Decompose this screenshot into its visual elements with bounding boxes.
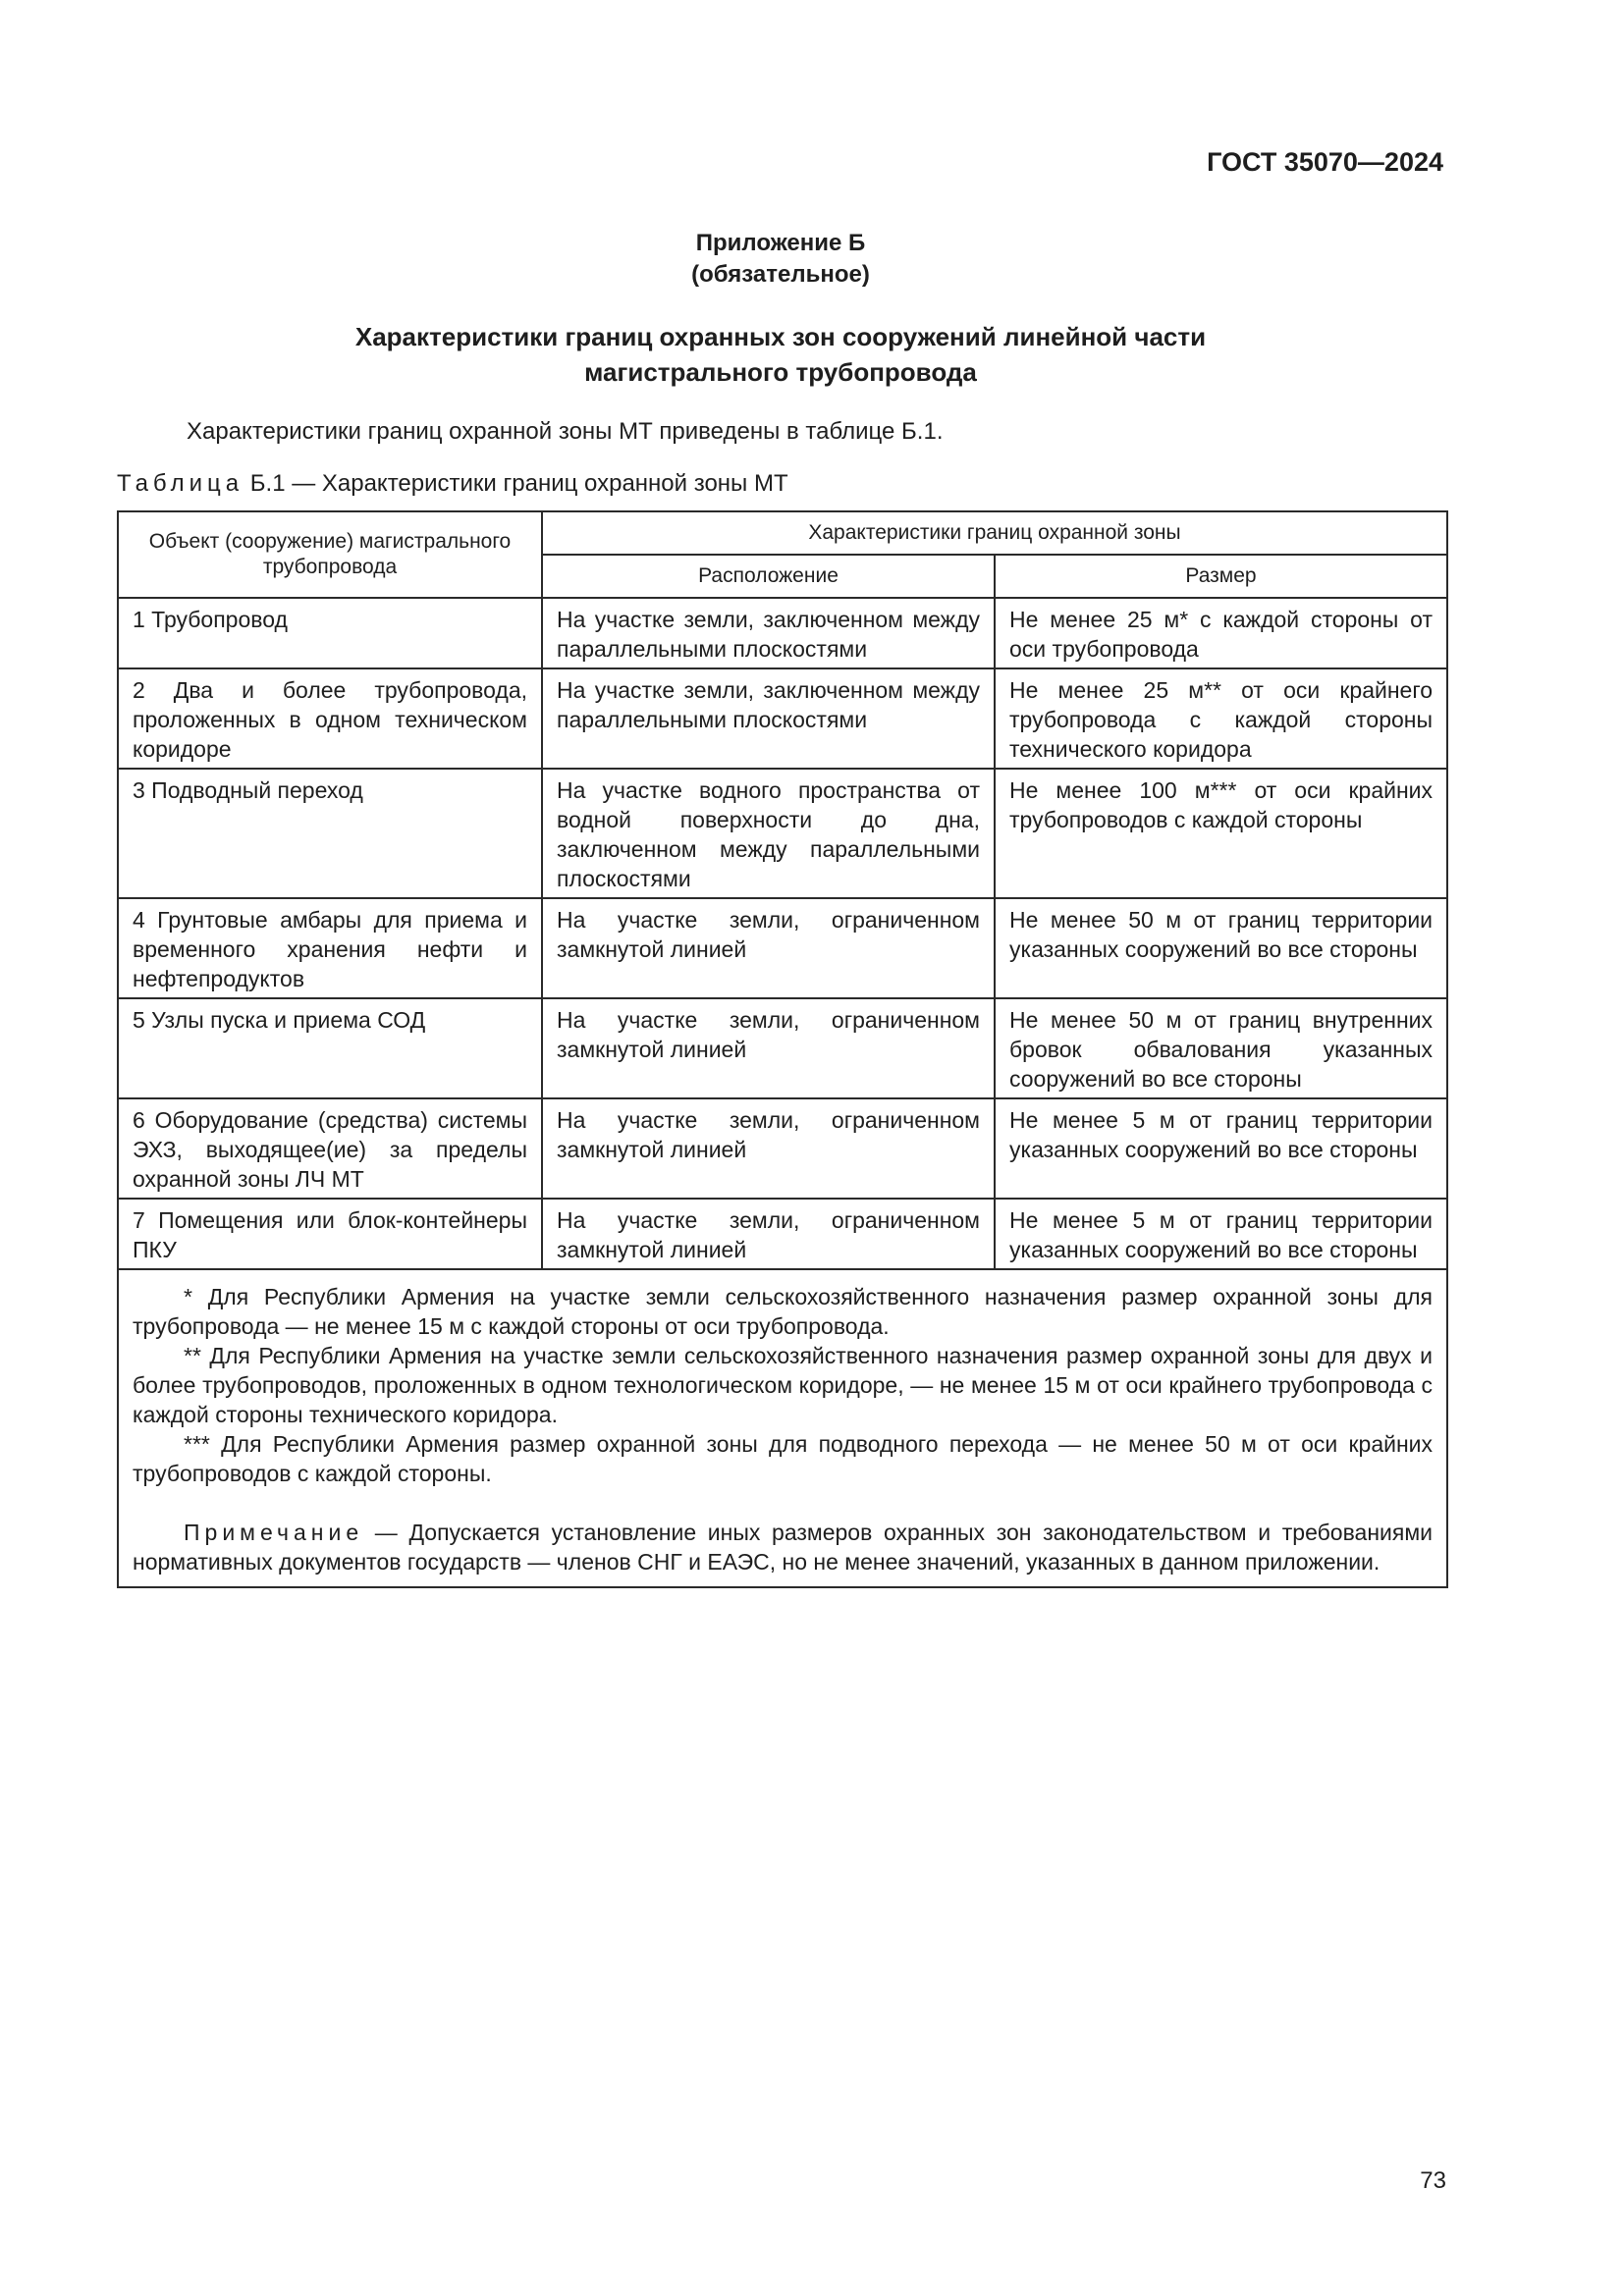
cell-object: 2 Два и более трубопровода, проложенных в одном техническом коридоре — [118, 668, 542, 769]
cell-location: На участке земли, ограниченном замкнутой линией — [542, 998, 995, 1098]
appendix-status: (обязательное) — [691, 261, 870, 288]
cell-location: На участке земли, ограниченном замкнутой линией — [542, 898, 995, 998]
table-notes-row — [118, 1269, 1447, 1587]
header-object: Объект (сооружение) магистрального трубопровода — [118, 511, 542, 598]
table-container — [117, 510, 1446, 1588]
cell-size: Не менее 100 м*** от оси крайних трубопроводов с каждой стороны — [995, 769, 1447, 898]
table-row — [118, 998, 1447, 1098]
header-location: Расположение — [542, 555, 995, 598]
appendix-title-line-2: магистрального трубопровода — [584, 357, 977, 387]
cell-object: 6 Оборудование (средства) системы ЭХЗ, выходящее(ие) за пределы охранной зоны ЛЧ МТ — [118, 1098, 542, 1199]
table-row — [118, 769, 1447, 898]
table-caption — [117, 470, 788, 498]
table-row — [118, 1199, 1447, 1269]
cell-object: 3 Подводный переход — [118, 769, 542, 898]
appendix-heading — [0, 228, 1561, 291]
table-caption-label: Таблица — [117, 470, 244, 497]
appendix-title — [0, 319, 1561, 390]
cell-object: 4 Грунтовые амбары для приема и временного хранения нефти и нефтепродуктов — [118, 898, 542, 998]
protection-zone-table — [117, 510, 1448, 1588]
cell-size: Не менее 50 м от границ внутренних бровок обвалования указанных сооружений во все стороны — [995, 998, 1447, 1098]
header-size: Размер — [995, 555, 1447, 598]
cell-location: На участке водного пространства от водной поверхности до дна, заключенном между параллельными плоскостями — [542, 769, 995, 898]
table-row — [118, 898, 1447, 998]
cell-object: 5 Узлы пуска и приема СОД — [118, 998, 542, 1098]
footnote-1: * Для Республики Армения на участке земли сельскохозяйственного назначения размер охранной зоны для трубопровода — не менее 15 м с каждой стороны от оси трубопровода. — [133, 1284, 1434, 1339]
footnote-2: ** Для Республики Армения на участке земли сельскохозяйственного назначения размер охранной зоны для двух и более трубопроводов, проложенных в одном технологическом коридоре, — не менее 15 м от оси крайнего трубопровода с каждой стороны технического коридора. — [133, 1343, 1434, 1427]
table-row — [118, 1098, 1447, 1199]
cell-size: Не менее 25 м* с каждой стороны от оси трубопровода — [995, 598, 1447, 668]
table-header-row — [118, 511, 1447, 555]
cell-size: Не менее 5 м от границ территории указанных сооружений во все стороны — [995, 1199, 1447, 1269]
cell-location: На участке земли, ограниченном замкнутой линией — [542, 1098, 995, 1199]
note-text: — Допускается установление иных размеров охранных зон законодательством и требованиями нормативных документов государств — членов СНГ и ЕАЭС, но не менее значений, указанных в данном приложении. — [133, 1520, 1434, 1575]
cell-size: Не менее 50 м от границ территории указанных сооружений во все стороны — [995, 898, 1447, 998]
cell-location: На участке земли, ограниченном замкнутой линией — [542, 1199, 995, 1269]
cell-object: 1 Трубопровод — [118, 598, 542, 668]
header-characteristics: Характеристики границ охранной зоны — [542, 511, 1447, 555]
notes-spacer — [133, 1488, 1433, 1518]
table-note — [133, 1518, 1433, 1576]
cell-location: На участке земли, заключенном между параллельными плоскостями — [542, 668, 995, 769]
intro-paragraph: Характеристики границ охранной зоны МТ приведены в таблице Б.1. — [187, 418, 944, 445]
note-label: Примечание — [184, 1520, 364, 1545]
table-row — [118, 598, 1447, 668]
page-number: 73 — [1420, 2167, 1446, 2194]
table-notes — [118, 1269, 1447, 1587]
appendix-name: Приложение Б — [695, 230, 866, 256]
table-row — [118, 668, 1447, 769]
table-caption-text: Б.1 — Характеристики границ охранной зоны МТ — [244, 470, 788, 497]
appendix-title-line-1: Характеристики границ охранных зон сооружений линейной части — [354, 322, 1207, 351]
cell-location: На участке земли, заключенном между параллельными плоскостями — [542, 598, 995, 668]
cell-size: Не менее 25 м** от оси крайнего трубопровода с каждой стороны технического коридора — [995, 668, 1447, 769]
cell-size: Не менее 5 м от границ территории указанных сооружений во все стороны — [995, 1098, 1447, 1199]
document-code: ГОСТ 35070—2024 — [1207, 147, 1443, 177]
footnote-3: *** Для Республики Армения размер охранной зоны для подводного перехода — не менее 50 м от оси крайних трубопроводов с каждой стороны. — [133, 1431, 1434, 1486]
cell-object: 7 Помещения или блок-контейнеры ПКУ — [118, 1199, 542, 1269]
